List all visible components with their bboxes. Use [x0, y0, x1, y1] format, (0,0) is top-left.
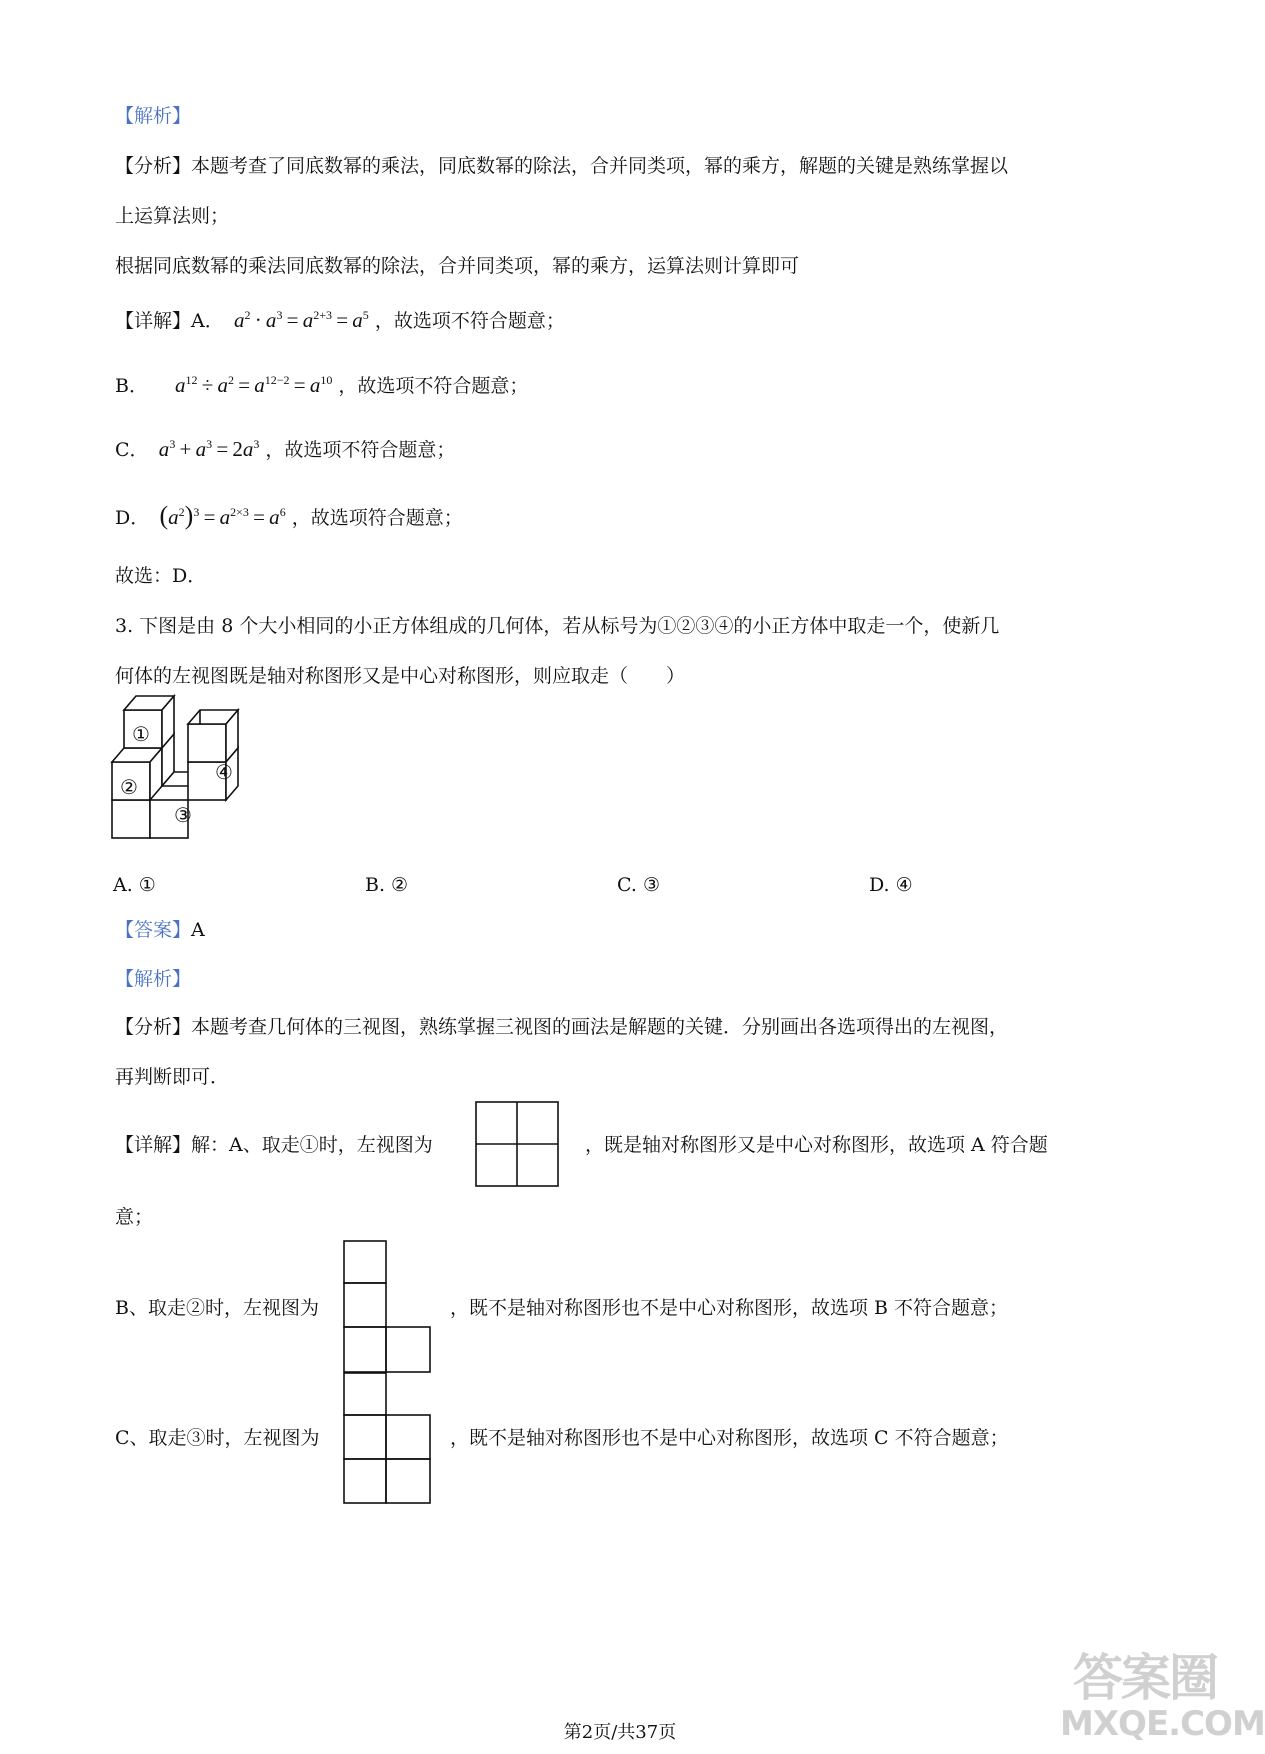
option-a-verdict: ，故选项不符合题意； — [374, 310, 565, 332]
analysis-tag: 【解析】 — [115, 105, 192, 127]
cube-label-2: ② — [120, 775, 138, 799]
question-3-line1: 3. 下图是由 8 个大小相同的小正方体组成的几何体，若从标号为①②③④的小正方体中取走一个，使新几 — [115, 615, 1000, 637]
formula-b: $a^{12} \div a^2 = a^{12-2} = a^{10}$ — [154, 373, 333, 397]
option-c-prefix: C． — [115, 439, 149, 461]
detail2-a-tail: ，既是轴对称图形又是中心对称图形，故选项 A 符合题 — [585, 1134, 1048, 1156]
analysis2-line2: 再判断即可． — [115, 1066, 230, 1088]
analysis-text-line1: 【分析】本题考查了同底数幂的乘法，同底数幂的除法，合并同类项，幂的乘方，解题的关键是熟练掌握以 — [115, 155, 1009, 177]
answer-value: A — [191, 919, 205, 941]
detail2-a-tail2: 意； — [115, 1206, 154, 1228]
formula-c: $a^3 + a^3 = 2a^3$ — [154, 437, 260, 461]
option-d: D. ④ — [869, 874, 913, 896]
option-a: A. ① — [113, 874, 156, 896]
watermark-bottom-text: MXQE.COM — [1060, 1704, 1265, 1744]
choice-result: 故选：D． — [115, 565, 207, 587]
detail-option-d — [115, 502, 463, 532]
analysis-text-line2: 上运算法则； — [115, 205, 230, 227]
detail-option-b — [115, 371, 528, 400]
detail2-a-prefix: 【详解】解：A、取走①时，左视图为 — [115, 1134, 433, 1156]
left-view-b — [343, 1240, 433, 1375]
answer-line — [115, 916, 205, 944]
formula-d: $(a^2)^3 = a^{2\times 3} = a^6$ — [159, 501, 286, 530]
watermark-logo — [1060, 1638, 1265, 1750]
formula-a: $a^2 \cdot a^3 = a^{2+3} = a^5$ — [229, 308, 369, 332]
option-d-verdict: ，故选项符合题意； — [291, 507, 463, 529]
detail2-c-tail: ，既不是轴对称图形也不是中心对称图形，故选项 C 不符合题意； — [450, 1427, 1009, 1449]
detail2-c-prefix: C、取走③时，左视图为 — [115, 1427, 320, 1449]
option-b-verdict: ，故选项不符合题意； — [338, 375, 529, 397]
detail2-b-prefix: B、取走②时，左视图为 — [115, 1297, 319, 1319]
analysis2-line1: 【分析】本题考查几何体的三视图，熟练掌握三视图的画法是解题的关键．分别画出各选项得出的左视图， — [115, 1016, 1009, 1038]
cube-label-3: ③ — [174, 803, 192, 827]
option-d-prefix: D． — [115, 507, 150, 529]
option-b: B. ② — [365, 874, 409, 896]
page-footer: 第2页/共37页 — [563, 1722, 677, 1743]
detail2-b-tail: ，既不是轴对称图形也不是中心对称图形，故选项 B 不符合题意； — [450, 1297, 1009, 1319]
left-view-c — [343, 1372, 433, 1505]
watermark-top-text: 答案圈 — [1073, 1649, 1217, 1707]
cube-label-4: ④ — [215, 760, 233, 784]
analysis-tag-2: 【解析】 — [115, 968, 192, 990]
analysis-text-line3: 根据同底数幂的乘法同底数幂的除法，合并同类项，幂的乘方，运算法则计算即可 — [115, 255, 800, 277]
option-b-prefix: B． — [115, 375, 148, 397]
detail-prefix: 【详解】A． — [115, 310, 224, 332]
detail-option-a — [115, 306, 565, 335]
question-3-line2: 何体的左视图既是轴对称图形又是中心对称图形，则应取走（ ） — [115, 665, 686, 687]
option-c-verdict: ，故选项不符合题意； — [265, 439, 456, 461]
answer-tag: 【答案】 — [115, 919, 192, 941]
cube-label-1: ① — [132, 722, 150, 746]
option-c: C. ③ — [617, 874, 660, 896]
detail-option-c — [115, 435, 455, 464]
left-view-a — [475, 1100, 560, 1190]
